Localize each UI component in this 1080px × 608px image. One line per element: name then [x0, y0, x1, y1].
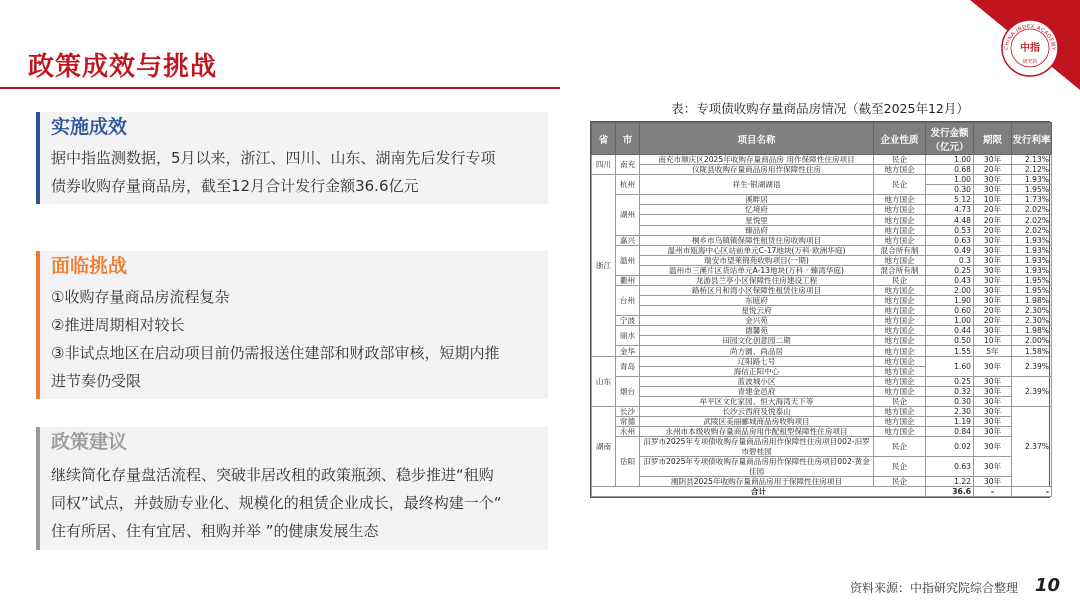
- cell-amount: 0.25: [926, 265, 974, 275]
- cell-term: 30年: [974, 275, 1012, 285]
- cell-rate: 1.95%: [1012, 275, 1052, 285]
- table-row: [592, 306, 1052, 316]
- cell-project: 温州市瓯海中心区站前单元C-17地块(万科·欧洲华庭): [640, 245, 874, 255]
- cell-city: 南充: [616, 155, 640, 175]
- cell-amount: 0.50: [926, 336, 974, 346]
- cell-term: 30年: [974, 155, 1012, 165]
- cell-rate: 1.98%: [1012, 296, 1052, 306]
- table-row: [592, 417, 1052, 427]
- cell-project: 海信正阳中心: [640, 366, 874, 376]
- cell-project: 汨罗市2025年专项债收购存量商品房用作保障性住房项目002-汨罗市碧桂园: [640, 437, 874, 457]
- cell-rate: 1.93%: [1012, 175, 1052, 185]
- cell-nature: 地方国企: [874, 406, 926, 416]
- cell-project: 路桥区月和湾小区保障性租赁住房项目: [640, 286, 874, 296]
- cell-nature: 地方国企: [874, 165, 926, 175]
- cell-rate: 2.02%: [1012, 205, 1052, 215]
- effect-line: 债券收购存量商品房，截至12月合计发行金额36.6亿元: [51, 177, 419, 195]
- total-rate: -: [1012, 487, 1052, 497]
- page-title: 政策成效与挑战: [28, 52, 218, 82]
- table-row: [592, 165, 1052, 175]
- cell-nature: 地方国企: [874, 306, 926, 316]
- col-city: 市: [616, 123, 640, 155]
- cell-term: 30年: [974, 245, 1012, 255]
- cell-amount: 0.30: [926, 396, 974, 406]
- cell-project: 温州市三溪片区货站单元A-13地块(万科 · 臻湾华庭): [640, 265, 874, 275]
- cell-term: 30年: [974, 265, 1012, 275]
- cell-project: 忆境府: [640, 205, 874, 215]
- table-row: [592, 406, 1052, 416]
- total-term: -: [974, 487, 1012, 497]
- cell-city: 丽水: [616, 326, 640, 346]
- cell-nature: 地方国企: [874, 336, 926, 346]
- cell-project: 星悦云府: [640, 306, 874, 316]
- cell-term: 10年: [974, 336, 1012, 346]
- table-row: [592, 376, 1052, 386]
- cell-amount: 0.63: [926, 235, 974, 245]
- cell-amount: 0.25: [926, 376, 974, 386]
- cell-city: 嘉兴: [616, 235, 640, 245]
- cell-project: 南充市顺庆区2025年收购存量商品房 用作保障性住房项目: [640, 155, 874, 165]
- cell-city: 宁波: [616, 316, 640, 326]
- cell-rate: 1.95%: [1012, 286, 1052, 296]
- challenge-line: ①收购存量商品房流程复杂: [51, 288, 230, 306]
- cell-term: 30年: [974, 396, 1012, 406]
- cell-term: 20年: [974, 205, 1012, 215]
- cell-project: 溪畔居: [640, 195, 874, 205]
- table-row: [592, 396, 1052, 406]
- cell-term: 30年: [974, 477, 1012, 487]
- cell-rate: 2.02%: [1012, 215, 1052, 225]
- table-row: [592, 296, 1052, 306]
- cell-term: 20年: [974, 165, 1012, 175]
- table-row: [592, 245, 1052, 255]
- table-row: [592, 195, 1052, 205]
- cell-amount: 1.55: [926, 346, 974, 356]
- table-header-row: [592, 123, 1052, 155]
- bond-table: [590, 121, 1050, 498]
- challenge-line: ②推进周期相对较长: [51, 316, 185, 334]
- cell-nature: 民企: [874, 457, 926, 477]
- cell-amount: 0.84: [926, 427, 974, 437]
- table-row: [592, 437, 1052, 457]
- cell-nature: 地方国企: [874, 205, 926, 215]
- cell-nature: 民企: [874, 396, 926, 406]
- cell-amount: 0.32: [926, 386, 974, 396]
- cell-amount: 0.60: [926, 306, 974, 316]
- table-row: [592, 255, 1052, 265]
- table-row: [592, 215, 1052, 225]
- cell-rate: 2.00%: [1012, 336, 1052, 346]
- advice-heading: 政策建议: [51, 431, 128, 453]
- col-nature: 企业性质: [874, 123, 926, 155]
- effect-line: 据中指监测数据，5月以来，浙江、四川、山东、湖南先后发行专项: [51, 149, 496, 167]
- cell-nature: 民企: [874, 275, 926, 285]
- table-row: [592, 225, 1052, 235]
- cell-province: 山东: [592, 356, 616, 406]
- cell-amount: 0.68: [926, 165, 974, 175]
- cell-rate: 2.39%: [1012, 376, 1052, 406]
- cell-project: 湘阴县2025年收购存量商品房用于保障性住房项目: [640, 477, 874, 487]
- cell-project: 祥生·银湖湖语: [640, 175, 874, 195]
- cell-project: 田园文化创意园二期: [640, 336, 874, 346]
- cell-project: 瑞安市望莱锦苑收购项目(一期): [640, 255, 874, 265]
- cell-city: 青岛: [616, 356, 640, 376]
- cell-city: 永州: [616, 427, 640, 437]
- cell-city: 岳阳: [616, 437, 640, 487]
- cell-province: 湖南: [592, 406, 616, 486]
- cell-project: 武陵区美丽郦城商品房收购项目: [640, 417, 874, 427]
- cell-nature: 地方国企: [874, 296, 926, 306]
- cell-amount: 1.19: [926, 417, 974, 427]
- cell-city: 长沙: [616, 406, 640, 416]
- cell-amount: 1.00: [926, 175, 974, 185]
- cell-project: 金兴苑: [640, 316, 874, 326]
- cell-city: 金华: [616, 346, 640, 356]
- logo-arc-text: CHINA INDEX ACADEMY: [1003, 23, 1057, 51]
- total-label: 合计: [592, 487, 926, 497]
- cell-term: 30年: [974, 427, 1012, 437]
- cell-amount: 0.30: [926, 185, 974, 195]
- cell-term: 30年: [974, 235, 1012, 245]
- col-project: 项目名称: [640, 123, 874, 155]
- cell-term: 10年: [974, 195, 1012, 205]
- academy-seal-icon: [1000, 18, 1060, 78]
- source-note: 资料来源：中指研究院综合整理: [849, 581, 1018, 595]
- title-divider: [0, 87, 560, 89]
- cell-term: 30年: [974, 255, 1012, 265]
- cell-rate: 2.37%: [1012, 406, 1052, 486]
- cell-city: 温州: [616, 245, 640, 275]
- cell-term: 30年: [974, 417, 1012, 427]
- cell-amount: 0.63: [926, 457, 974, 477]
- advice-line: 继续简化存量盘活流程、突破非居改租的政策瓶颈、稳步推进“租购: [51, 466, 494, 484]
- cell-term: 30年: [974, 376, 1012, 386]
- table-row: [592, 265, 1052, 275]
- cell-nature: 混合所有制: [874, 265, 926, 275]
- cell-project: 牟平区文化家园、恒大海湾天下等: [640, 396, 874, 406]
- cell-amount: 0.3: [926, 255, 974, 265]
- cell-project: 仪陇县收购存量商品房用作保障性住房: [640, 165, 874, 175]
- cell-term: 20年: [974, 316, 1012, 326]
- table-row: [592, 286, 1052, 296]
- cell-rate: 2.12%: [1012, 165, 1052, 175]
- table-caption: 表：专项债收购存量商品房情况（截至2025年12月）: [671, 101, 969, 116]
- cell-city: 衢州: [616, 275, 640, 285]
- cell-rate: 2.30%: [1012, 306, 1052, 316]
- cell-amount: 0.53: [926, 225, 974, 235]
- table-row: [592, 275, 1052, 285]
- cell-term: 30年: [974, 406, 1012, 416]
- cell-rate: 1.95%: [1012, 185, 1052, 195]
- cell-nature: 民企: [874, 155, 926, 165]
- cell-project: 青建金邑府: [640, 386, 874, 396]
- cell-rate: 2.13%: [1012, 155, 1052, 165]
- cell-term: 30年: [974, 356, 1012, 376]
- advice-line: 同权”试点，并鼓励专业化、规模化的租赁企业成长，最终构建一个“: [51, 494, 502, 512]
- cell-amount: 1.00: [926, 316, 974, 326]
- cell-rate: 1.73%: [1012, 195, 1052, 205]
- col-rate: 发行利率: [1012, 123, 1052, 155]
- cell-project: 尚方園、尚品居: [640, 346, 874, 356]
- cell-nature: 混合所有制: [874, 245, 926, 255]
- cell-nature: 地方国企: [874, 376, 926, 386]
- cell-rate: 1.58%: [1012, 346, 1052, 356]
- cell-project: 汨罗市2025年专项债收购存量商品房用作保障性住房项目002-黄金佳园: [640, 457, 874, 477]
- cell-term: 30年: [974, 437, 1012, 457]
- cell-city: 湖州: [616, 195, 640, 235]
- table-row: [592, 457, 1052, 477]
- cell-project: 桐乡市乌镇镇保障性租赁住房收购项目: [640, 235, 874, 245]
- table-row: [592, 427, 1052, 437]
- col-province: 省: [592, 123, 616, 155]
- cell-nature: 地方国企: [874, 235, 926, 245]
- challenge-section: [36, 253, 546, 395]
- cell-term: 30年: [974, 185, 1012, 195]
- table-row: [592, 356, 1052, 366]
- cell-amount: 1.90: [926, 296, 974, 306]
- cell-rate: 1.93%: [1012, 245, 1052, 255]
- cell-nature: 地方国企: [874, 427, 926, 437]
- cell-rate: 1.93%: [1012, 255, 1052, 265]
- cell-nature: 地方国企: [874, 225, 926, 235]
- cell-amount: 2.30: [926, 406, 974, 416]
- table-row: [592, 205, 1052, 215]
- cell-nature: 地方国企: [874, 255, 926, 265]
- cell-province: 浙江: [592, 175, 616, 356]
- cell-amount: 4.48: [926, 215, 974, 225]
- table-row: [592, 155, 1052, 165]
- effect-section: [36, 114, 546, 200]
- cell-rate: 2.02%: [1012, 225, 1052, 235]
- cell-nature: 地方国企: [874, 316, 926, 326]
- table-row: [592, 477, 1052, 487]
- cell-province: 四川: [592, 155, 616, 175]
- total-amount: 36.6: [926, 487, 974, 497]
- cell-term: 20年: [974, 225, 1012, 235]
- cell-amount: 1.60: [926, 356, 974, 376]
- challenge-line: ③非试点地区在启动项目前仍需报送住建部和财政部审核，短期内推: [51, 344, 500, 362]
- cell-term: 30年: [974, 175, 1012, 185]
- table-row: [592, 175, 1052, 185]
- cell-amount: 4.73: [926, 205, 974, 215]
- table-row: [592, 235, 1052, 245]
- cell-city: 杭州: [616, 175, 640, 195]
- table-row: [592, 346, 1052, 356]
- cell-nature: 民企: [874, 437, 926, 457]
- cell-project: 龙游县兰亭小区保障性住房建设工程: [640, 275, 874, 285]
- cell-term: 30年: [974, 326, 1012, 336]
- cell-project: 星悦里: [640, 215, 874, 225]
- table-row: [592, 336, 1052, 346]
- cell-nature: 地方国企: [874, 215, 926, 225]
- cell-nature: 地方国企: [874, 417, 926, 427]
- cell-nature: 地方国企: [874, 195, 926, 205]
- cell-term: 5年: [974, 346, 1012, 356]
- cell-nature: 地方国企: [874, 326, 926, 336]
- challenge-heading: 面临挑战: [51, 255, 128, 277]
- cell-amount: 2.00: [926, 286, 974, 296]
- cell-amount: 1.22: [926, 477, 974, 487]
- challenge-line: 进节奏仍受限: [51, 372, 142, 390]
- cell-city: 台州: [616, 286, 640, 316]
- cell-amount: 0.02: [926, 437, 974, 457]
- cell-project: 东瓯府: [640, 296, 874, 306]
- logo-sub-text: 研究院: [1022, 59, 1038, 65]
- table-row: [592, 316, 1052, 326]
- table-total-row: [592, 487, 1052, 497]
- cell-term: 30年: [974, 286, 1012, 296]
- cell-city: 常德: [616, 417, 640, 427]
- cell-rate: 2.39%: [1012, 356, 1052, 376]
- cell-rate: 1.93%: [1012, 265, 1052, 275]
- cell-nature: 地方国企: [874, 356, 926, 366]
- cell-project: 永州市本级收购存量商品房用作配租型保障性住房项目: [640, 427, 874, 437]
- cell-nature: 地方国企: [874, 346, 926, 356]
- cell-rate: 1.93%: [1012, 235, 1052, 245]
- cell-city: 烟台: [616, 376, 640, 406]
- cell-term: 30年: [974, 386, 1012, 396]
- cell-project: 辽阳路七号: [640, 356, 874, 366]
- advice-section: [36, 429, 546, 545]
- col-amount: 发行金额 （亿元）: [926, 123, 974, 155]
- cell-amount: 0.49: [926, 245, 974, 255]
- cell-term: 30年: [974, 296, 1012, 306]
- cell-rate: 2.30%: [1012, 316, 1052, 326]
- cell-project: 臻品府: [640, 225, 874, 235]
- cell-term: 20年: [974, 306, 1012, 316]
- cell-rate: 1.98%: [1012, 326, 1052, 336]
- cell-nature: 地方国企: [874, 386, 926, 396]
- cell-term: 20年: [974, 215, 1012, 225]
- page-number: 10: [1034, 575, 1060, 596]
- cell-nature: 地方国企: [874, 286, 926, 296]
- cell-project: 德馨苑: [640, 326, 874, 336]
- advice-line: 住有所居、住有宜居、租购并举 ”的健康发展生态: [51, 522, 379, 540]
- cell-project: 长沙云西府及悦泰山: [640, 406, 874, 416]
- cell-term: 30年: [974, 457, 1012, 477]
- cell-amount: 0.43: [926, 275, 974, 285]
- logo-center-text: 中指: [1020, 43, 1040, 54]
- cell-amount: 0.44: [926, 326, 974, 336]
- table-row: [592, 326, 1052, 336]
- col-term: 期限: [974, 123, 1012, 155]
- cell-amount: 5.12: [926, 195, 974, 205]
- cell-project: 蓝波城小区: [640, 376, 874, 386]
- cell-nature: 民企: [874, 175, 926, 195]
- cell-nature: 民企: [874, 477, 926, 487]
- table-row: [592, 386, 1052, 396]
- cell-amount: 1.00: [926, 155, 974, 165]
- cell-nature: 地方国企: [874, 366, 926, 376]
- effect-heading: 实施成效: [51, 116, 128, 138]
